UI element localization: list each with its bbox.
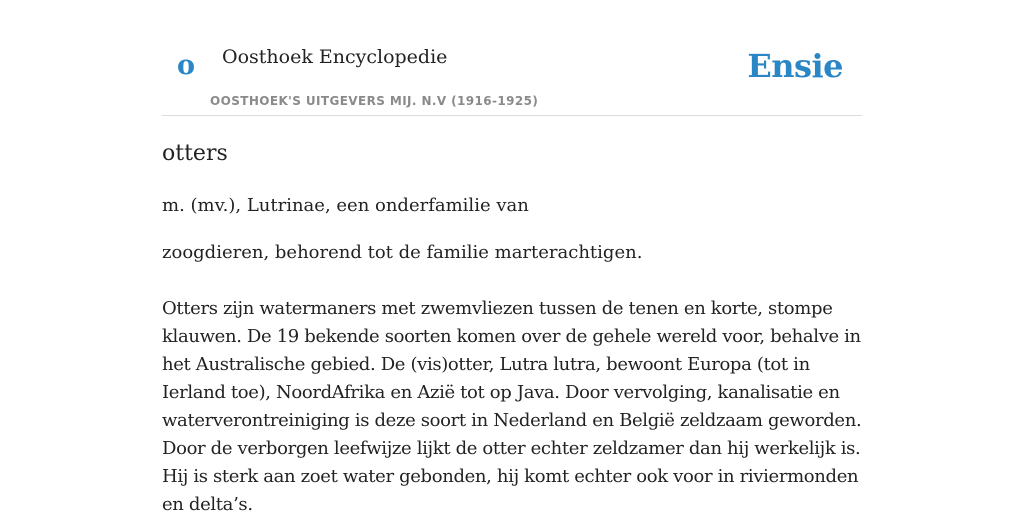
entry-paragraph: m. (mv.), Lutrinae, een onderfamilie van	[162, 195, 529, 216]
book-logo-letter[interactable]: o	[177, 50, 196, 81]
article-container	[162, 0, 862, 515]
ensie-logo[interactable]: Ensie	[747, 47, 843, 85]
publisher-label: OOSTHOEK'S UITGEVERS MIJ. N.V (1916-1925)	[210, 94, 539, 108]
entry-paragraph: zoogdieren, behorend tot de familie marterachtigen.	[162, 242, 643, 263]
article-header	[162, 0, 862, 116]
book-title-link[interactable]: Oosthoek Encyclopedie	[222, 46, 448, 68]
entry-title: otters	[162, 141, 228, 166]
entry-paragraph: Otters zijn watermaners met zwemvliezen tussen de tenen en korte, stompe klauwen. De 19 bekende soorten komen over de gehele wereld voor, behalve in het Australische gebied. De (vis)otter, Lutra lutra, bewoont Europa (tot in Ierland toe), NoordAfrika en Azië tot op Java. Door vervolging, kanalisatie en waterverontreiniging is deze soort in Nederland en België zeldzaam geworden. Door de verborgen leefwijze lijkt de otter echter zeldzamer dan hij werkelijk is. Hij is sterk aan zoet water gebonden, hij komt echter ook voor in riviermonden en delta’s.	[162, 298, 862, 515]
